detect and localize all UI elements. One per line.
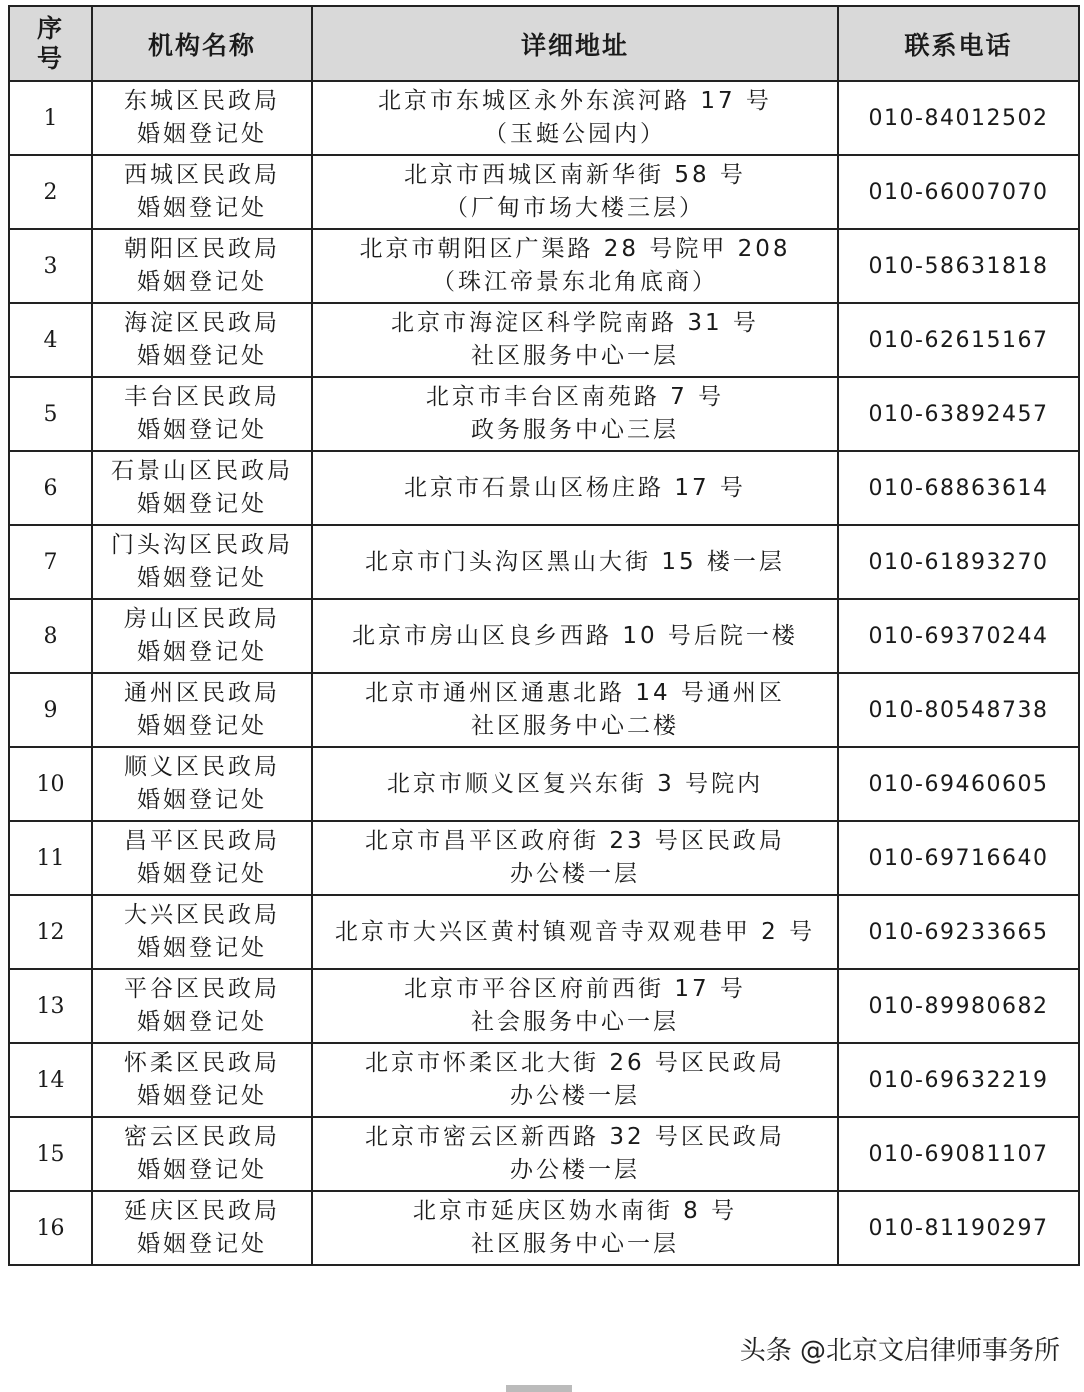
institution-name-line: 婚姻登记处 — [137, 1083, 267, 1109]
address-line: 社会服务中心一层 — [471, 1009, 679, 1035]
address-line: 政务服务中心三层 — [471, 417, 679, 443]
phone-number: 010-61893270 — [838, 525, 1079, 599]
address-line: 北京市东城区永外东滨河路 17 号 — [378, 88, 772, 114]
address-line: （厂甸市场大楼三层） — [445, 195, 705, 221]
address-line: 北京市昌平区政府街 23 号区民政局 — [365, 828, 785, 854]
institution-name-line: 婚姻登记处 — [137, 491, 267, 517]
address-line: 社区服务中心二楼 — [471, 713, 679, 739]
row-index: 3 — [9, 229, 92, 303]
institution-name-line: 婚姻登记处 — [137, 121, 267, 147]
institution-name — [92, 81, 312, 155]
address-line: （珠江帝景东北角底商） — [432, 269, 718, 295]
table-row — [9, 377, 1079, 451]
phone-number: 010-84012502 — [838, 81, 1079, 155]
phone-number: 010-69632219 — [838, 1043, 1079, 1117]
row-index: 15 — [9, 1117, 92, 1191]
institution-name-line: 婚姻登记处 — [137, 343, 267, 369]
institution-name — [92, 1043, 312, 1117]
address — [312, 451, 838, 525]
address — [312, 155, 838, 229]
table-row — [9, 81, 1079, 155]
institution-name-line: 通州区民政局 — [124, 680, 280, 706]
header-row — [9, 6, 1079, 81]
phone-number: 010-62615167 — [838, 303, 1079, 377]
address — [312, 229, 838, 303]
address-line: 北京市平谷区府前西街 17 号 — [404, 976, 746, 1002]
table-row — [9, 229, 1079, 303]
address — [312, 821, 838, 895]
institution-name-line: 平谷区民政局 — [124, 976, 280, 1002]
address-line: 北京市朝阳区广渠路 28 号院甲 208 — [359, 236, 791, 262]
scroll-handle[interactable] — [506, 1385, 572, 1392]
phone-number: 010-81190297 — [838, 1191, 1079, 1265]
institution-name-line: 丰台区民政局 — [124, 384, 280, 410]
institution-name — [92, 525, 312, 599]
phone-number: 010-68863614 — [838, 451, 1079, 525]
institution-name-line: 婚姻登记处 — [137, 787, 267, 813]
institution-name — [92, 303, 312, 377]
row-index: 7 — [9, 525, 92, 599]
institution-name-line: 婚姻登记处 — [137, 565, 267, 591]
address — [312, 895, 838, 969]
institution-name — [92, 1117, 312, 1191]
row-index: 2 — [9, 155, 92, 229]
address — [312, 303, 838, 377]
institution-name-line: 婚姻登记处 — [137, 639, 267, 665]
institution-name-line: 延庆区民政局 — [124, 1198, 280, 1224]
address-line: 办公楼一层 — [510, 1157, 640, 1183]
institution-name-line: 门头沟区民政局 — [111, 532, 293, 558]
address — [312, 81, 838, 155]
table-row — [9, 821, 1079, 895]
row-index: 11 — [9, 821, 92, 895]
institution-name-line: 婚姻登记处 — [137, 935, 267, 961]
address-line: 社区服务中心一层 — [471, 1231, 679, 1257]
institution-name — [92, 451, 312, 525]
institution-name-line: 婚姻登记处 — [137, 713, 267, 739]
row-index: 5 — [9, 377, 92, 451]
address-line: 北京市怀柔区北大街 26 号区民政局 — [365, 1050, 785, 1076]
address-line: 北京市房山区良乡西路 10 号后院一楼 — [352, 622, 798, 649]
address-line: 北京市通州区通惠北路 14 号通州区 — [365, 680, 785, 706]
row-index: 16 — [9, 1191, 92, 1265]
institution-name-line: 顺义区民政局 — [124, 754, 280, 780]
address-line: 北京市海淀区科学院南路 31 号 — [391, 310, 759, 336]
institution-name — [92, 747, 312, 821]
address — [312, 525, 838, 599]
address — [312, 1191, 838, 1265]
address-line: 北京市丰台区南苑路 7 号 — [425, 384, 725, 410]
address-line: （玉蜓公园内） — [484, 121, 666, 147]
row-index: 14 — [9, 1043, 92, 1117]
row-index: 10 — [9, 747, 92, 821]
row-index: 13 — [9, 969, 92, 1043]
address-line: 北京市西城区南新华街 58 号 — [404, 162, 746, 188]
institution-name — [92, 377, 312, 451]
address-line: 北京市密云区新西路 32 号区民政局 — [365, 1124, 785, 1150]
phone-number: 010-80548738 — [838, 673, 1079, 747]
phone-number: 010-89980682 — [838, 969, 1079, 1043]
table-row — [9, 747, 1079, 821]
address-line: 办公楼一层 — [510, 861, 640, 887]
institution-name-line: 怀柔区民政局 — [124, 1050, 280, 1076]
address-line: 北京市延庆区妫水南街 8 号 — [412, 1198, 738, 1224]
institution-name — [92, 229, 312, 303]
table-row — [9, 673, 1079, 747]
table-row — [9, 1191, 1079, 1265]
address-line: 北京市石景山区杨庄路 17 号 — [404, 474, 746, 501]
institution-name — [92, 821, 312, 895]
institution-name-line: 房山区民政局 — [124, 606, 280, 632]
phone-number: 010-69233665 — [838, 895, 1079, 969]
address — [312, 599, 838, 673]
institution-name-line: 婚姻登记处 — [137, 1157, 267, 1183]
phone-number: 010-69370244 — [838, 599, 1079, 673]
institution-name-line: 婚姻登记处 — [137, 417, 267, 443]
row-index: 4 — [9, 303, 92, 377]
institution-name-line: 婚姻登记处 — [137, 1009, 267, 1035]
institution-name — [92, 1191, 312, 1265]
institution-name-line: 东城区民政局 — [124, 88, 280, 114]
institution-name-line: 婚姻登记处 — [137, 195, 267, 221]
address — [312, 969, 838, 1043]
row-index: 8 — [9, 599, 92, 673]
table-row — [9, 155, 1079, 229]
table-row — [9, 1117, 1079, 1191]
table-row — [9, 451, 1079, 525]
phone-number: 010-58631818 — [838, 229, 1079, 303]
institution-name — [92, 895, 312, 969]
address-line: 社区服务中心一层 — [471, 343, 679, 369]
watermark: 头条 @北京文启律师事务所 — [739, 1336, 1060, 1366]
header-phone: 联系电话 — [838, 6, 1079, 81]
institution-name-line: 西城区民政局 — [124, 162, 280, 188]
header-index-char-2: 号 — [36, 43, 64, 73]
phone-number: 010-69081107 — [838, 1117, 1079, 1191]
table-row — [9, 599, 1079, 673]
table-row — [9, 303, 1079, 377]
institution-name-line: 密云区民政局 — [124, 1124, 280, 1150]
table-row — [9, 969, 1079, 1043]
address — [312, 747, 838, 821]
address-line: 办公楼一层 — [510, 1083, 640, 1109]
institution-name-line: 婚姻登记处 — [137, 269, 267, 295]
header-index-char-1: 序 — [36, 13, 64, 43]
institution-name — [92, 155, 312, 229]
institution-name-line: 海淀区民政局 — [124, 310, 280, 336]
row-index: 1 — [9, 81, 92, 155]
marriage-registry-table — [8, 5, 1080, 1266]
address-line: 北京市门头沟区黑山大街 15 楼一层 — [365, 548, 785, 575]
address — [312, 1043, 838, 1117]
institution-name-line: 石景山区民政局 — [111, 458, 293, 484]
institution-name — [92, 969, 312, 1043]
address — [312, 673, 838, 747]
phone-number: 010-66007070 — [838, 155, 1079, 229]
institution-name — [92, 599, 312, 673]
phone-number: 010-69460605 — [838, 747, 1079, 821]
institution-name-line: 朝阳区民政局 — [124, 236, 280, 262]
address-line: 北京市顺义区复兴东街 3 号院内 — [386, 770, 764, 797]
table-row — [9, 1043, 1079, 1117]
institution-name-line: 婚姻登记处 — [137, 1231, 267, 1257]
table-row — [9, 895, 1079, 969]
header-address: 详细地址 — [312, 6, 838, 81]
institution-name-line: 昌平区民政局 — [124, 828, 280, 854]
table-row — [9, 525, 1079, 599]
institution-name — [92, 673, 312, 747]
row-index: 12 — [9, 895, 92, 969]
header-name: 机构名称 — [92, 6, 312, 81]
phone-number: 010-69716640 — [838, 821, 1079, 895]
address — [312, 1117, 838, 1191]
header-index — [9, 6, 92, 81]
row-index: 9 — [9, 673, 92, 747]
institution-name-line: 婚姻登记处 — [137, 861, 267, 887]
address — [312, 377, 838, 451]
address-line: 北京市大兴区黄村镇观音寺双观巷甲 2 号 — [334, 918, 816, 945]
phone-number: 010-63892457 — [838, 377, 1079, 451]
institution-name-line: 大兴区民政局 — [124, 902, 280, 928]
row-index: 6 — [9, 451, 92, 525]
